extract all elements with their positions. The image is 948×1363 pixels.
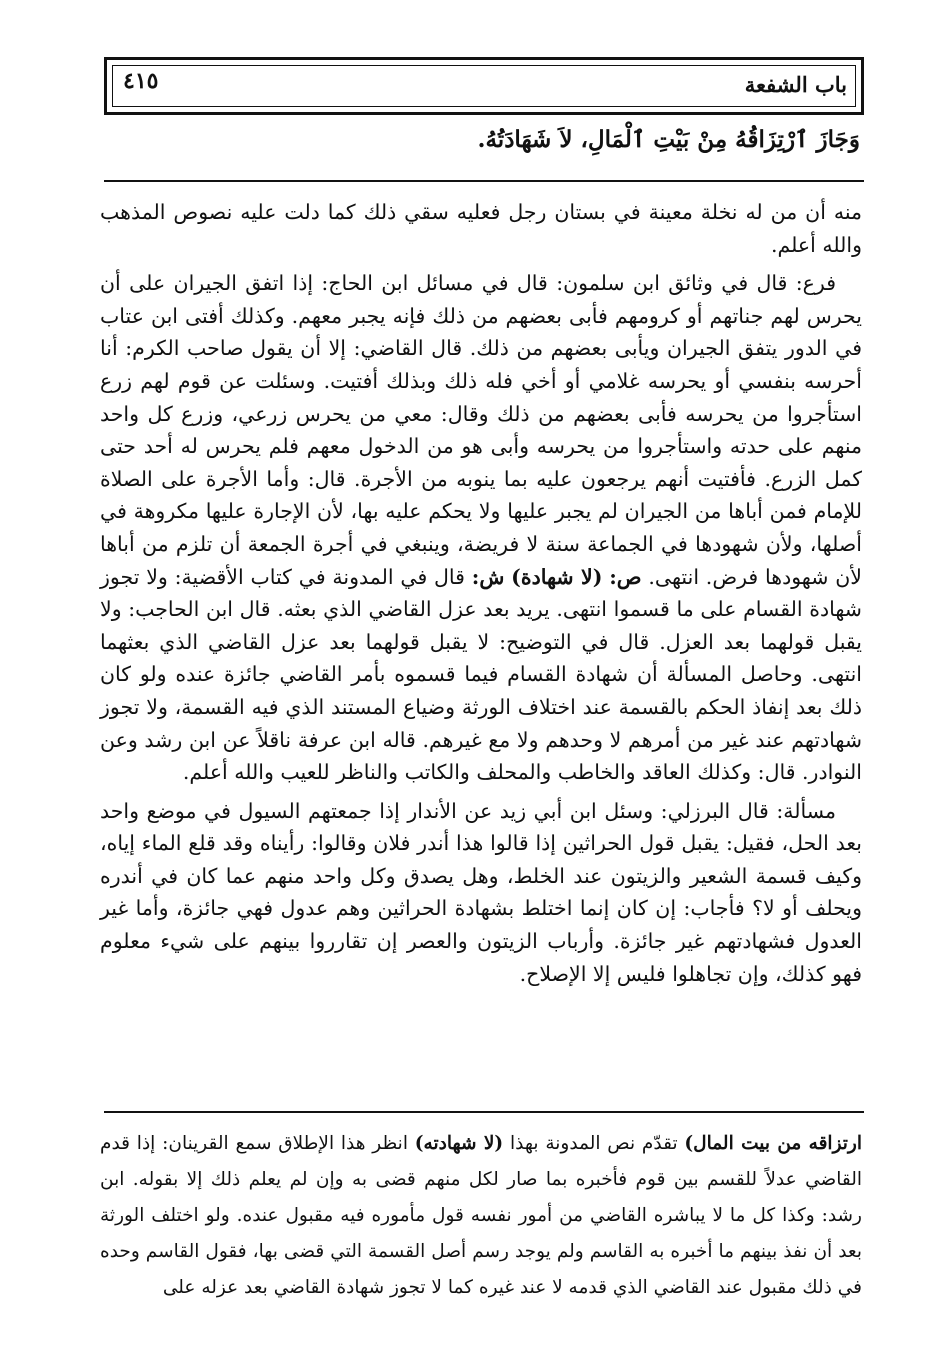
marker-sad: ص: bbox=[609, 564, 642, 589]
matn-separator-rule bbox=[104, 180, 864, 182]
marker-shin: ش: bbox=[471, 564, 505, 589]
commentary-p2-text: فرع: قال في وثائق ابن سلمون: قال في مسائل ابن الحاج: إذا اتفق الجيران على أن يحرس لهم جناتهم أو كرومهم فأبى بعضهم من ذلك فإنه يجبر معهم. وكذلك أفتى ابن عتاب في الدور يتفق الجيران ويأبى بعضهم من ذلك. قال القاضي: إلا أن يقول صاحب الكرم: أنا أحرسه بنفسي أو يحرسه غلامي أو أخي فله ذلك وبذلك أفتيت. وسئلت عن قوم لهم زرع استأجروا من يحرسه فأبى بعضهم من ذلك وقال: معي من يحرس زرعي، وزرع كل واحد منهم على حدته واستأجروا من يحرسه وأبى هو من الدخول معهم فلم يحرس له أحد حتى كمل الزرع. فأفتيت أنهم يرجعون عليه بما ينوبه من الأجرة. قال: وأما الأجرة على الصلاة للإمام فمن أباها من الجيران لم يجبر عليها ولا يحكم عليه بها، لأن الإجارة عليها مكروهة في أصلها، ولأن شهودها في الجماعة سنة لا فريضة، وينبغي في أجرة الجمعة أن تلزم من أباها لأن شهودها فرض. انتهى. bbox=[100, 271, 862, 589]
commentary-p2-continuation: قال في المدونة في كتاب الأقضية: ولا تجوز شهادة القسام على ما قسموا انتهى. يريد بعد عزل القاضي الذي بعثه. قال ابن الحاجب: ولا يقبل قولهما بعد العزل. قال في التوضيح: لا يقبل قولهما بعد عزل القاضي الذي بعثهما انتهى. وحاصل المسألة أن شهادة القسام فيما قسموه بأمر القاضي جائزة عنده ولو كان ذلك بعد إنفاذ الحكم بالقسمة عند اختلاف الورثة وضياع المستند الذي فيه القسمة، ولا تجوز شهادتهم عند غير من أمرهم لا وحدهم ولا مع غيرهم. قاله ابن عرفة ناقلاً عن ابن رشد وعن النوادر. قال: وكذلك العاقد والخاطب والمحلف والكاتب والناظر للعيب والله أعلم. bbox=[100, 564, 862, 785]
footnote-text-2: انظر هذا الإطلاق سمع القرينان: إذا قدم القاضي عدلاً للقسم بين قوم فأخبره بما صار لكل منهم قضى به وإن لم يعلم ذلك إلا بقوله. ابن رشد: وكذا كل ما لا يباشره القاضي من أمور نفسه قول مأموره فيه مقبول عنده. ولو اختلف الورثة بعد أن نفذ بينهم ما أخبره به القاسم ولم يوجد رسم أصل القسمة التي قضى بها، فقول القاسم وحده في ذلك مقبول عند القاضي الذي قدمه لا عند غيره كما لا تجوز شهادة القاضي بعد عزله على bbox=[100, 1133, 862, 1298]
marker-quote: (لا شهادة) bbox=[511, 564, 603, 589]
commentary-paragraph-1: منه أن من له نخلة معينة في بستان رجل فعليه سقي ذلك كما دلت عليه نصوص المذهب والله أعلم. bbox=[100, 200, 862, 257]
footnote-text-1: تقدّم نص المدونة بهذا bbox=[510, 1133, 678, 1154]
footnote bbox=[100, 1126, 862, 1306]
footnote-lemma-2: (لا شهادته) bbox=[414, 1133, 504, 1154]
matn-text: وَجَازَ ٱرْتِزَاقُهُ مِنْ بَيْتِ ٱلْمَالِ، لاَ شَهَادَتُهُ. bbox=[477, 126, 860, 153]
footnote-separator-rule bbox=[104, 1111, 864, 1113]
chapter-title: باب الشفعة bbox=[744, 72, 847, 97]
page-header bbox=[104, 57, 864, 115]
commentary-paragraph-3: مسألة: قال البرزلي: وسئل ابن أبي زيد عن الأندار إذا جمعتهم السيول في موضع واحد بعد الحل، فقيل: يقبل قول الحراثين إذا قالوا هذا أندر فلان وقالوا: رأيناه وقد قلع الماء إياه، وكيف قسمة الشعير والزيتون عند الخلط، وهل يصدق وكل واحد منهم عما كان في أندره ويحلف أو لا؟ فأجاب: إن كان إنما اختلط بشهادة الحراثين وهم عدول فهي جائزة، وأما غير العدول فشهادتهم غير جائزة. وأرباب الزيتون والعصر إن تقارروا بينهم على شيء معلوم فهو كذلك، وإن تجاهلوا فليس إلا الإصلاح. bbox=[100, 798, 862, 986]
commentary-paragraph-2 bbox=[100, 267, 862, 789]
commentary-body bbox=[100, 196, 862, 996]
footnote-lemma-1: ارتزاقه من بيت المال) bbox=[684, 1133, 863, 1154]
page-number: ٤١٥ bbox=[123, 68, 159, 94]
